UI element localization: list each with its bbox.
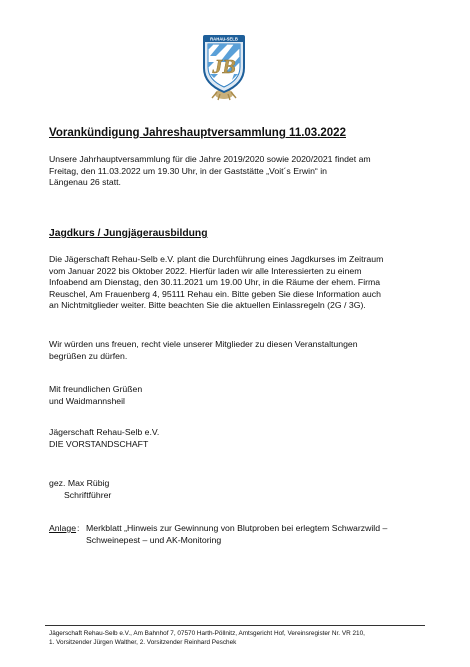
course-line: Reuschel, Am Frauenberg 4, 95111 Rehau ein. Bitte geben Sie diese Information auch xyxy=(49,288,381,299)
attachment-text xyxy=(86,523,456,546)
svg-text:RAHAU-SELB: RAHAU-SELB xyxy=(210,36,238,42)
closing-paragraph xyxy=(49,339,449,362)
attachment-label: Anlage xyxy=(49,523,77,533)
signature-role: Schriftführer xyxy=(64,489,112,500)
attachment-colon: : xyxy=(77,523,80,533)
announcement-line: Unsere Jahrhauptversammlung für die Jahre 2019/2020 sowie 2020/2021 findet am xyxy=(49,154,371,164)
course-line: vom Januar 2022 bis Oktober 2022. Hierfür laden wir alle Interessierten zu einem xyxy=(49,265,362,276)
announcement-paragraph xyxy=(49,154,449,189)
svg-text:JB: JB xyxy=(212,56,236,78)
organization-block xyxy=(49,427,449,450)
announcement-heading: Vorankündigung Jahreshauptversammlung 11.03.2022 xyxy=(49,127,346,139)
jaegerschaft-crest-icon xyxy=(198,30,250,102)
footer-line: Jägerschaft Rehau-Selb e.V., Am Bahnhof 7, 07570 Harth-Pöllnitz, Amtsgericht Hof, Vereinsregister Nr. VR 210, xyxy=(49,630,365,637)
organization-name: Jägerschaft Rehau-Selb e.V. xyxy=(49,427,160,437)
course-line: Die Jägerschaft Rehau-Selb e.V. plant die Durchführung eines Jagdkurses im Zeitraum xyxy=(49,254,384,264)
greeting-line: und Waidmannsheil xyxy=(49,395,125,406)
announcement-line: Längenau 26 statt. xyxy=(49,177,121,188)
course-line: an Nichtmitglieder weiter. Bitte beachten Sie die aktuellen Einlassregeln (2G / 3G). xyxy=(49,300,366,311)
attachment-line: Schweinepest – und AK-Monitoring xyxy=(86,534,222,545)
signature-block xyxy=(49,478,449,501)
closing-line: Wir würden uns freuen, recht viele unserer Mitglieder zu diesen Veranstaltungen xyxy=(49,339,358,349)
greeting-line: Mit freundlichen Grüßen xyxy=(49,384,143,394)
footer-line: 1. Vorsitzender Jürgen Walther, 2. Vorsitzender Reinhard Peschek xyxy=(49,639,237,646)
course-line: Infoabend am Dienstag, den 30.11.2021 um 19.00 Uhr, in die Räume der ehem. Firma xyxy=(49,277,381,288)
attachment-line: Merkblatt „Hinweis zur Gewinnung von Blutproben bei erlegtem Schwarzwild – xyxy=(86,523,388,533)
footer xyxy=(49,629,365,647)
announcement-line: Freitag, den 11.03.2022 um 19.30 Uhr, in der Gaststätte „Voit´s Erwin“ in xyxy=(49,165,327,176)
greeting xyxy=(49,384,449,407)
course-heading: Jagdkurs / Jungjägerausbildung xyxy=(49,228,208,239)
closing-line: begrüßen zu dürfen. xyxy=(49,350,128,361)
signature-name: gez. Max Rübig xyxy=(49,478,110,488)
organization-board: DIE VORSTANDSCHAFT xyxy=(49,438,149,449)
footer-divider xyxy=(45,625,425,626)
course-paragraph xyxy=(49,254,449,312)
